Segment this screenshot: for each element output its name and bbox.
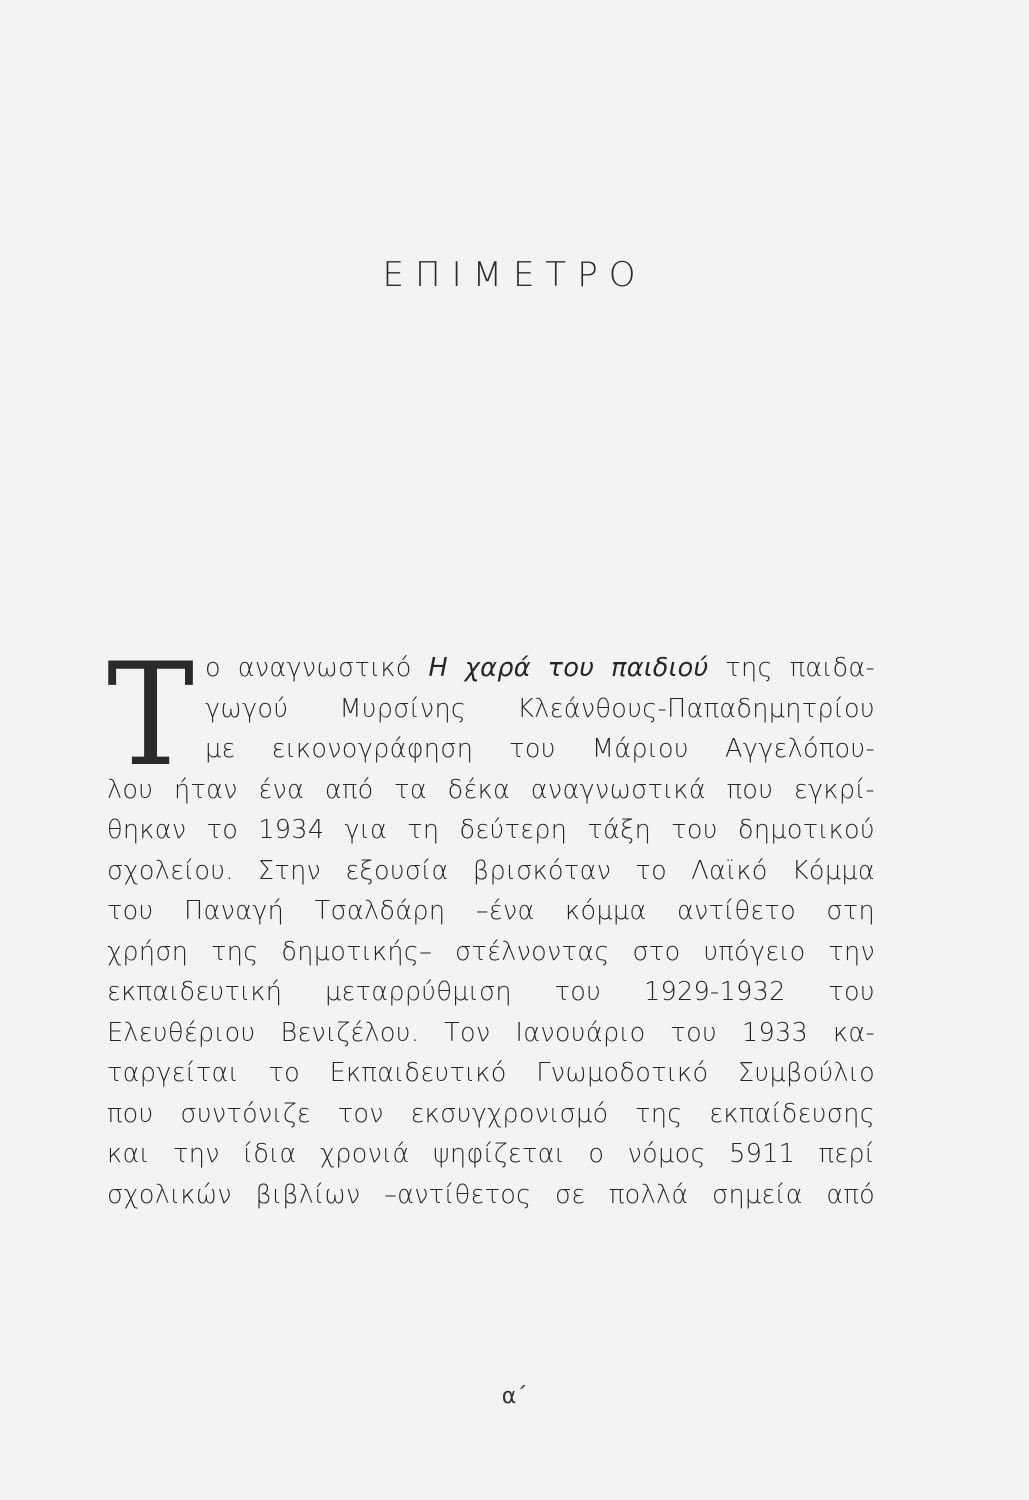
paragraph-line xyxy=(107,1134,875,1175)
body-paragraph xyxy=(107,648,875,1215)
line-text: σχολικών βιβλίων –αντίθετος σε πολλά σημεία από xyxy=(107,1179,875,1210)
line-text: θηκαν το 1934 για τη δεύτερη τάξη του δημοτικού xyxy=(107,815,875,845)
paragraph-line xyxy=(107,972,875,1013)
line-text: που συντόνιζε τον εκσυγχρονισμό της εκπαίδευσης xyxy=(107,1098,875,1129)
line-text: της παιδα- xyxy=(708,653,876,683)
paragraph-line xyxy=(107,1013,875,1054)
line-text: ο αναγνωστικό xyxy=(205,653,429,683)
line-text: του Παναγή Τσαλδάρη –ένα κόμμα αντίθετο στη xyxy=(107,896,875,926)
paragraph-line xyxy=(107,851,875,892)
paragraph-line xyxy=(107,1094,875,1135)
line-text: γωγού Μυρσίνης Κλεάνθους-Παπαδημητρίου xyxy=(205,693,875,724)
line-text: ταργείται το Εκπαιδευτικό Γνωμοδοτικό Συμβούλιο xyxy=(107,1058,875,1088)
paragraph-line xyxy=(107,1053,875,1094)
line-text: σχολείου. Στην εξουσία βρισκόταν το Λαϊκό Κόμμα xyxy=(107,855,875,886)
paragraph-line xyxy=(107,729,875,770)
paragraph-line xyxy=(107,770,875,811)
paragraph-line xyxy=(107,648,875,689)
page-number: α΄ xyxy=(501,1384,528,1409)
book-title-italic: Η χαρά του παιδιού xyxy=(428,653,709,683)
line-text: με εικονογράφηση του Μάριου Αγγελόπου- xyxy=(205,734,875,764)
line-text: και την ίδια χρονιά ψηφίζεται ο νόμος 5911 περί xyxy=(107,1139,875,1169)
paragraph-line xyxy=(107,891,875,932)
paragraph-line xyxy=(107,1175,875,1216)
line-text: λου ήταν ένα από τα δέκα αναγνωστικά που εγκρί- xyxy=(107,774,875,805)
line-text: Ελευθέριου Βενιζέλου. Τον Ιανουάριο του 1933 κα- xyxy=(107,1017,875,1048)
line-text: εκπαιδευτική μεταρρύθμιση του 1929-1932 του xyxy=(107,977,875,1007)
paragraph-line xyxy=(107,810,875,851)
section-title: ΕΠΙΜΕΤΡΟ xyxy=(382,255,647,295)
paragraph-line xyxy=(107,689,875,730)
line-text: χρήση της δημοτικής– στέλνοντας στο υπόγειο την xyxy=(107,936,875,967)
drop-cap-letter: Τ xyxy=(107,648,195,770)
paragraph-line xyxy=(107,932,875,973)
